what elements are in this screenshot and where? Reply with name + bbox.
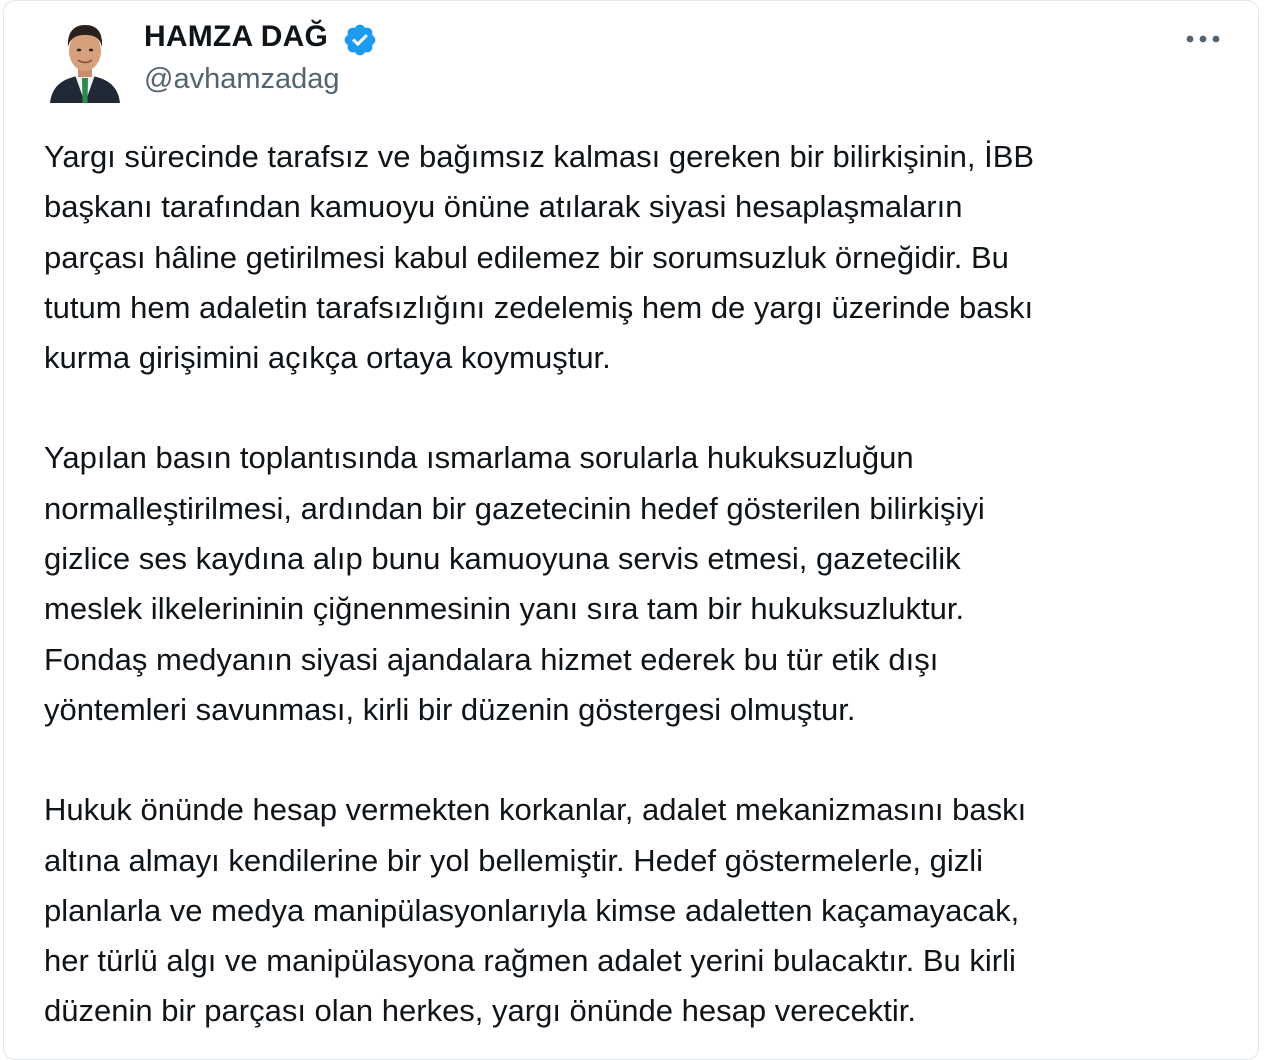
profile-photo: [48, 17, 122, 103]
verified-badge-icon: [342, 22, 378, 58]
text-line: Hukuk önünde hesap vermekten korkanlar, adalet mekanizmasını baskı: [44, 792, 1027, 828]
text-line: altına almayı kendilerine bir yol bellemiştir. Hedef göstermelerle, gizli: [44, 842, 984, 878]
text-line: meslek ilkelerininin çiğnenmesinin yanı sıra tam bir hukuksuzluktur.: [44, 591, 965, 627]
text-line: Fondaş medyanın siyasi ajandalara hizmet ederek bu tür etik dışı: [44, 641, 939, 677]
text-line: yöntemleri savunması, kirli bir düzenin göstergesi olmuştur.: [44, 691, 856, 727]
text-line: tutum hem adaletin tarafsızlığını zedelemiş hem de yargı üzerinde baskı: [44, 289, 1034, 325]
more-options-button[interactable]: [1180, 23, 1226, 55]
text-line: parçası hâline getirilmesi kabul edilemez bir sorumsuzluk örneğidir. Bu: [44, 239, 1009, 275]
text-line: normalleştirilmesi, ardından bir gazetecinin hedef gösterilen bilirkişiyi: [44, 490, 985, 526]
text-line: düzenin bir parçası olan herkes, yargı önünde hesap verecektir.: [44, 993, 916, 1029]
avatar[interactable]: [48, 17, 122, 103]
text-line: Yapılan basın toplantısında ısmarlama sorularla hukuksuzluğun: [44, 440, 914, 476]
tweet-card: [3, 0, 1259, 1060]
text-line: Yargı sürecinde tarafsız ve bağımsız kalması gereken bir bilirkişinin, İBB: [44, 139, 1035, 174]
tweet-text: [44, 132, 1244, 1037]
text-line: kurma girişimini açıkça ortaya koymuştur.: [44, 340, 611, 376]
text-line: her türlü algı ve manipülasyona rağmen adalet yerini bulacaktır. Bu kirli: [44, 943, 1016, 979]
text-line: başkanı tarafından kamuoyu önüne atılarak siyasi hesaplaşmaların: [44, 189, 963, 225]
tweet-paragraph: [44, 433, 1244, 735]
text-line: planlarla ve medya manipülasyonlarıyla kimse adaletten kaçamayacak,: [44, 892, 1020, 928]
display-name[interactable]: HAMZA DAĞ: [144, 20, 328, 53]
more-horizontal-icon: [1186, 35, 1220, 43]
tweet-paragraph: [44, 132, 1244, 383]
text-line: gizlice ses kaydına alıp bunu kamuoyuna servis etmesi, gazetecilik: [44, 541, 961, 577]
user-handle[interactable]: @avhamzadag: [144, 63, 340, 95]
tweet-paragraph: [44, 785, 1244, 1036]
